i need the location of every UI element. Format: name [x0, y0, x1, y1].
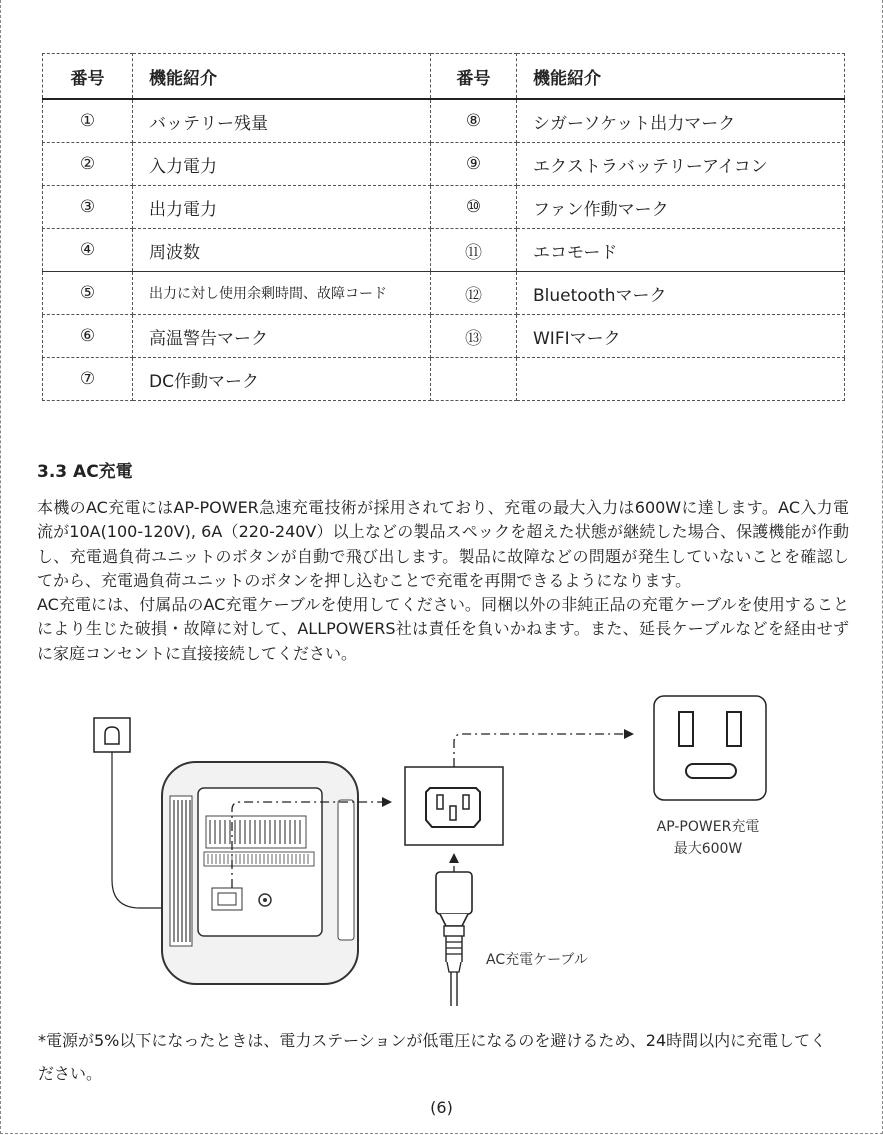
table-row	[43, 186, 845, 229]
row-function: シガーソケット出力マーク	[517, 99, 845, 143]
row-number	[431, 358, 517, 401]
row-number: ②	[43, 143, 133, 186]
row-function	[517, 358, 845, 401]
row-function: ファン作動マーク	[517, 186, 845, 229]
table-row	[43, 315, 845, 358]
row-number: ⑩	[431, 186, 517, 229]
row-number: ③	[43, 186, 133, 229]
paragraph-cable-usage: AC充電には、付属品のAC充電ケーブルを使用してください。同梱以外の非純正品の充電ケーブルを使用することにより生じた破損・故障に対して、ALLPOWERS社は責任を負いかねます。また、延長ケーブルなどを経由せずに家庭コンセントに直接接続してください。	[37, 595, 849, 663]
ap-power-outlet-icon	[654, 696, 766, 800]
row-number: ⑪	[431, 229, 517, 272]
table-row	[43, 99, 845, 143]
row-function: 周波数	[133, 229, 431, 272]
section-title: 3.3 AC充電	[37, 462, 133, 482]
row-function: DC作動マーク	[133, 358, 431, 401]
table-row	[43, 143, 845, 186]
row-number: ①	[43, 99, 133, 143]
row-number: ⑥	[43, 315, 133, 358]
row-number: ⑫	[431, 272, 517, 315]
function-table	[42, 53, 845, 401]
row-number: ⑧	[431, 99, 517, 143]
ap-power-label: AP-POWER充電	[656, 819, 760, 835]
wall-socket-icon	[94, 718, 130, 752]
ac-inlet-icon	[405, 767, 503, 845]
row-function: WIFIマーク	[517, 315, 845, 358]
max-power-label: 最大600W	[673, 841, 743, 857]
row-number: ⑨	[431, 143, 517, 186]
header-number-right: 番号	[431, 54, 517, 100]
row-function: 出力に対し使用余剰時間、故障コード	[133, 272, 431, 315]
header-number-left: 番号	[43, 54, 133, 100]
section-body	[37, 496, 849, 666]
row-number: ⑤	[43, 272, 133, 315]
row-number: ⑬	[431, 315, 517, 358]
table-row	[43, 358, 845, 401]
ap-power-caption	[628, 816, 788, 860]
row-function: バッテリー残量	[133, 99, 431, 143]
header-function-left: 機能紹介	[133, 54, 431, 100]
arrow-inlet-to-outlet	[454, 734, 632, 767]
page-number: (6)	[430, 1098, 453, 1117]
row-function: エコモード	[517, 229, 845, 272]
table-row	[43, 229, 845, 272]
paragraph-ac-charging: 本機のAC充電にはAP-POWER急速充電技術が採用されており、充電の最大入力は600Wに達します。AC入力電流が10A(100-120V), 6A（220-240V）以上などの製品スペックを超えた状態が継続した場合、保護機能が作動し、充電過負荷ユニットのボタンが自動で飛び出します。製品に故障などの問題が発生していないことを確認してから、充電過負荷ユニットのボタンを押し込むことで充電を再開できるようになります。	[37, 498, 849, 590]
row-function: Bluetoothマーク	[517, 272, 845, 315]
table-header-row	[43, 54, 845, 100]
row-function: 高温警告マーク	[133, 315, 431, 358]
row-number: ④	[43, 229, 133, 272]
footnote: *電源が5%以下になったときは、電力ステーションが低電圧になるのを避けるため、24時間以内に充電してください。	[38, 1031, 827, 1083]
row-function: エクストラバッテリーアイコン	[517, 143, 845, 186]
row-function: 出力電力	[133, 186, 431, 229]
table-row	[43, 272, 845, 315]
ac-cable-label: AC充電ケーブル	[486, 952, 588, 968]
header-function-right: 機能紹介	[517, 54, 845, 100]
ac-cable-plug-icon	[436, 872, 472, 1006]
row-number: ⑦	[43, 358, 133, 401]
power-station-icon	[162, 762, 358, 984]
row-function: 入力電力	[133, 143, 431, 186]
